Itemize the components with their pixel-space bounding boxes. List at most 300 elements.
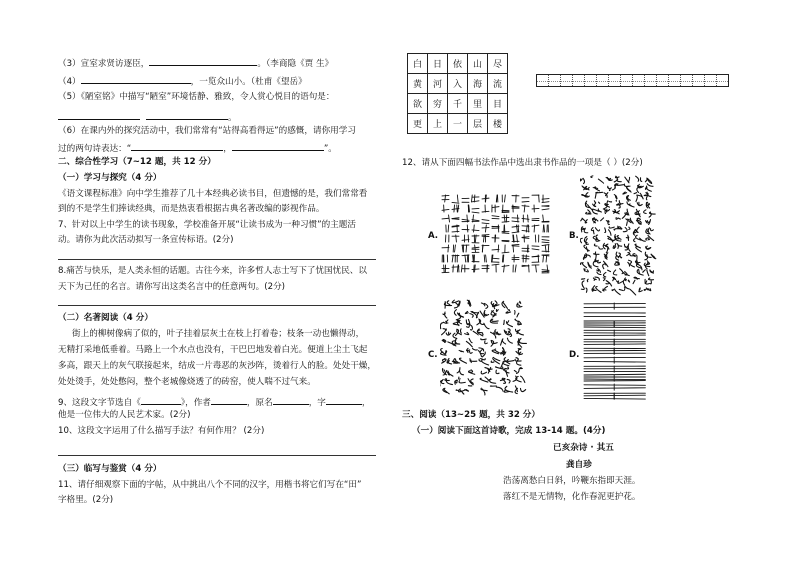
calligraphy-stroke (584, 374, 645, 375)
option-a-label[interactable]: A. (428, 231, 439, 241)
answer-blank[interactable] (326, 395, 362, 405)
calligraphy-stroke (647, 270, 649, 276)
calligraphy-stroke (492, 311, 495, 317)
calligraphy-stroke (645, 252, 651, 257)
calligraphy-stroke (473, 255, 474, 262)
calligraphy-stroke (472, 247, 479, 248)
answer-blank[interactable] (273, 395, 309, 405)
calligraphy-stroke (627, 186, 631, 192)
calligraphy-stroke (624, 244, 625, 247)
calligraphy-stroke (492, 216, 499, 217)
calligraphy-stroke (452, 202, 459, 203)
calligraphy-stroke (466, 245, 467, 252)
calligraphy-stroke (506, 367, 509, 369)
calligraphy-stroke (449, 215, 450, 222)
calligraphy-stroke (594, 201, 595, 203)
calligraphy-stroke (465, 332, 469, 334)
answer-line[interactable] (58, 305, 376, 306)
calligraphy-stroke (628, 177, 629, 182)
calligraphy-stroke (584, 228, 588, 233)
answer-line[interactable] (58, 455, 376, 456)
calligraphy-stroke (626, 222, 627, 226)
copybook-char: 层 (468, 114, 488, 134)
calligraphy-stroke (506, 312, 511, 313)
question-9-cont: 他是一位伟大的人民艺术家。(2分) (58, 410, 191, 420)
calligraphy-stroke (636, 255, 637, 261)
blank-5-prompt: （5）《陋室铭》中描写“陋室”环境恬静、雅致，令人赏心悦目的语句是： (58, 92, 335, 102)
poem-line-1: 浩荡离愁白日斜，吟鞭东指即天涯。 (503, 476, 641, 486)
calligraphy-stroke (595, 193, 596, 199)
calligraphy-stroke (543, 215, 544, 222)
section-3-title: 三、阅读（13~25 题，共 32 分） (402, 410, 540, 420)
calligraphy-stroke (455, 245, 456, 252)
calligraphy-stroke (491, 341, 497, 344)
calligraphy-stroke (442, 218, 449, 219)
question-10: 10、这段文字运用了什么描写手法？有何作用？ (2分) (58, 426, 265, 436)
calligraphy-stroke (629, 227, 630, 229)
copybook-char: 白 (408, 54, 428, 74)
calligraphy-stroke (482, 220, 489, 221)
calligraphy-stroke (644, 195, 646, 196)
calligraphy-stroke (507, 379, 510, 383)
calligraphy-stroke (583, 178, 584, 183)
calligraphy-stroke (485, 225, 486, 232)
calligraphy-stroke (513, 245, 514, 252)
calligraphy-stroke (644, 210, 647, 214)
calligraphy-stroke (646, 193, 648, 194)
subsection-3-title: （三）临写与鉴赏（4 分） (58, 464, 162, 474)
calligraphy-stroke (630, 264, 635, 267)
calligraphy-stroke (542, 209, 549, 210)
answer-blank[interactable] (131, 141, 223, 151)
copybook-char: 穷 (428, 94, 448, 114)
poem-author: 龚自珍 (566, 460, 592, 470)
calligraphy-stroke (465, 255, 466, 262)
calligraphy-stroke (506, 371, 507, 377)
calligraphy-stroke (502, 266, 509, 267)
calligraphy-stroke (485, 377, 488, 379)
calligraphy-stroke (584, 321, 645, 327)
subsection-2-title: （二）名著阅读（4 分） (58, 313, 153, 323)
calligraphy-stroke (516, 358, 518, 360)
calligraphy-stroke (491, 361, 494, 362)
calligraphy-stroke (519, 321, 522, 324)
calligraphy-stroke (446, 379, 452, 385)
calligraphy-stroke (636, 196, 637, 202)
calligraphy-stroke (544, 225, 545, 232)
calligraphy-stroke (489, 369, 493, 371)
calligraphy-stroke (481, 388, 487, 390)
calligraphy-stroke (522, 237, 529, 238)
calligraphy-stroke (595, 228, 599, 231)
copybook-char: 尽 (488, 54, 508, 74)
calligraphy-stroke (603, 289, 604, 291)
calligraphy-stroke (475, 245, 476, 252)
calligraphy-stroke (606, 247, 607, 252)
calligraphy-stroke (595, 256, 596, 260)
calligraphy-stroke (458, 205, 459, 212)
calligraphy-stroke (515, 265, 516, 272)
calligraphy-stroke (482, 211, 489, 212)
calligraphy-stroke (484, 323, 489, 328)
calligraphy-stroke (492, 258, 499, 259)
calligraphy-stroke (618, 245, 622, 246)
copybook-char: 更 (408, 114, 428, 134)
calligraphy-stroke (596, 192, 603, 193)
calligraphy-stroke (462, 240, 469, 241)
calligraphy-stroke (630, 218, 631, 222)
calligraphy-stroke (522, 206, 529, 207)
question-8-cont: 天下为己任的名言。请你写出这类名言中的任意两句。(2分) (58, 282, 286, 292)
calligraphy-stroke (472, 312, 479, 313)
reading-line: 多高，跟天上的灰气联接起来，结成一片毒恶的灰沙阵，烫着行人的脸。处处干燥， (58, 361, 376, 371)
calligraphy-stroke (647, 261, 648, 265)
copybook-char: 黄 (408, 74, 428, 94)
calligraphy-stroke (625, 286, 629, 289)
calligraphy-stroke (599, 202, 600, 203)
calligraphy-stroke (612, 187, 615, 190)
copybook-char: 目 (488, 94, 508, 114)
calligraphy-stroke (580, 238, 582, 243)
calligraphy-stroke (512, 232, 519, 233)
calligraphy-stroke (528, 215, 529, 222)
calligraphy-stroke (492, 264, 499, 265)
option-c-label[interactable]: C. (428, 350, 438, 360)
calligraphy-stroke (474, 265, 475, 272)
calligraphy-stroke (475, 265, 476, 272)
calligraphy-stroke (456, 343, 460, 344)
calligraphy-stroke (628, 280, 630, 282)
calligraphy-stroke (598, 261, 601, 263)
copybook-char: 山 (468, 54, 488, 74)
calligraphy-stroke (542, 240, 549, 241)
calligraphy-stroke (472, 230, 479, 231)
question-11: 11、请仔细观察下面的字帖，从中挑出八个不同的汉字，用楷书将它们写在“田” (58, 480, 362, 490)
calligraphy-stroke (646, 221, 647, 222)
calligraphy-stroke (515, 319, 518, 321)
calligraphy-stroke (607, 201, 608, 205)
calligraphy-stroke (522, 230, 529, 231)
calligraphy-stroke (594, 254, 599, 255)
calligraphy-stroke (608, 186, 612, 188)
answer-blank[interactable] (146, 110, 228, 120)
calligraphy-stroke (514, 370, 516, 372)
answer-blank[interactable] (81, 74, 191, 84)
calligraphy-stroke (650, 281, 651, 284)
calligraphy-stroke (501, 340, 503, 345)
copybook-char: 千 (448, 94, 468, 114)
calligraphy-stroke (542, 245, 549, 246)
calligraphy-stroke (543, 255, 544, 262)
copybook-char: 河 (428, 74, 448, 94)
answer-blank[interactable] (58, 110, 140, 120)
calligraphy-stroke (605, 286, 608, 290)
calligraphy-stroke (582, 263, 586, 268)
calligraphy-stroke (584, 361, 645, 362)
calligraphy-stroke (587, 279, 588, 281)
calligraphy-stroke (517, 313, 519, 317)
calligraphy-stroke (445, 312, 447, 318)
calligraphy-stroke (467, 255, 468, 262)
passage-line: 到的不是学生们捧读经典，而是热衷看根据古典名著改编的影视作品。 (58, 204, 325, 214)
calligraphy-stroke (609, 227, 614, 228)
calligraphy-stroke (472, 208, 479, 209)
calligraphy-stroke (608, 270, 611, 271)
calligraphy-stroke (457, 195, 458, 202)
copybook-char: 欲 (408, 94, 428, 114)
calligraphy-stroke (638, 218, 640, 219)
calligraphy-stroke (620, 269, 623, 274)
calligraphy-stroke (522, 238, 529, 239)
calligraphy-stroke (457, 265, 458, 272)
calligraphy-stroke (472, 201, 479, 202)
blank-6-prompt: （6）在课内外的探究活动中，我们常常有“站得高看得远”的感慨，请你用学习 (58, 126, 356, 136)
calligraphy-stroke (483, 333, 484, 334)
calligraphy-stroke (581, 219, 583, 221)
calligraphy-stroke (472, 269, 479, 270)
calligraphy-stroke (532, 218, 539, 219)
blank-5: 。 (58, 110, 237, 124)
calligraphy-stroke (584, 303, 645, 309)
calligraphy-stroke (651, 229, 654, 231)
calligraphy-stroke (481, 339, 486, 340)
calligraphy-stroke (584, 327, 645, 328)
calligraphy-d-image (580, 300, 665, 405)
calligraphy-stroke (454, 303, 458, 308)
copybook-char: 一 (448, 114, 468, 134)
calligraphy-stroke (596, 287, 601, 293)
subsection-1-title: （一）学习与探究（4 分） (58, 173, 162, 183)
calligraphy-stroke (591, 227, 593, 230)
calligraphy-stroke (646, 195, 647, 199)
calligraphy-stroke (617, 179, 621, 181)
answer-blank[interactable] (149, 56, 257, 66)
answer-blank[interactable] (232, 141, 324, 151)
calligraphy-stroke (507, 338, 512, 343)
calligraphy-stroke (482, 223, 489, 224)
calligraphy-stroke (467, 225, 468, 232)
option-b-label[interactable]: B. (569, 231, 579, 241)
calligraphy-stroke (636, 261, 640, 262)
calligraphy-stroke (584, 384, 645, 390)
calligraphy-stroke (623, 227, 627, 231)
calligraphy-stroke (485, 341, 488, 344)
calligraphy-stroke (623, 192, 627, 194)
calligraphy-stroke (584, 388, 645, 389)
calligraphy-stroke (465, 390, 469, 392)
calligraphy-stroke (598, 179, 603, 183)
calligraphy-b-image (580, 173, 660, 298)
blank-6: 过的两句诗表达：“ ， ”。 (58, 141, 337, 155)
poem-title: 已亥杂诗 · 其五 (553, 443, 614, 453)
copybook-char: 依 (448, 54, 468, 74)
calligraphy-stroke (634, 230, 636, 233)
calligraphy-stroke (628, 262, 630, 266)
calligraphy-stroke (470, 314, 473, 318)
calligraphy-stroke (633, 280, 635, 283)
calligraphy-stroke (616, 218, 618, 220)
calligraphy-stroke (460, 371, 464, 375)
calligraphy-stroke (491, 255, 492, 262)
calligraphy-stroke (546, 255, 547, 262)
calligraphy-stroke (442, 209, 449, 210)
calligraphy-stroke (622, 213, 625, 218)
calligraphy-stroke (522, 201, 529, 202)
calligraphy-stroke (454, 205, 455, 212)
calligraphy-stroke (648, 237, 650, 239)
calligraphy-stroke (648, 278, 653, 280)
question-12: 12、请从下面四幅书法作品中选出隶书作品的一项是（ ）(2分) (402, 158, 643, 168)
calligraphy-stroke (459, 377, 461, 379)
blank-4: （4） ，一览众山小。（杜甫《望岳》 (58, 74, 307, 88)
calligraphy-stroke (603, 272, 605, 277)
calligraphy-stroke (469, 338, 472, 342)
section-2-title: 二、综合性学习（7~12 题，共 12 分） (58, 157, 216, 167)
calligraphy-stroke (508, 310, 510, 311)
calligraphy-stroke (471, 329, 473, 330)
calligraphy-stroke (539, 195, 540, 202)
calligraphy-stroke (580, 179, 582, 181)
calligraphy-stroke (482, 352, 485, 357)
answer-blank[interactable] (141, 395, 181, 405)
calligraphy-stroke (479, 321, 484, 325)
calligraphy-stroke (626, 237, 628, 238)
calligraphy-stroke (594, 244, 597, 246)
calligraphy-stroke (617, 211, 619, 212)
calligraphy-stroke (586, 288, 587, 292)
calligraphy-stroke (454, 310, 456, 316)
calligraphy-stroke (460, 329, 461, 333)
calligraphy-stroke (502, 222, 509, 223)
calligraphy-stroke (467, 348, 470, 350)
calligraphy-stroke (647, 184, 653, 187)
calligraphy-stroke (627, 253, 630, 256)
calligraphy-stroke (503, 367, 505, 370)
reading-1-title: （一）阅读下面这首诗歌，完成 13-14 题。(4分) (412, 426, 606, 436)
calligraphy-stroke (507, 360, 514, 362)
calligraphy-stroke (613, 270, 616, 275)
calligraphy-stroke (646, 246, 650, 249)
calligraphy-stroke (465, 311, 468, 313)
calligraphy-stroke (594, 279, 595, 280)
calligraphy-stroke (472, 212, 479, 213)
calligraphy-stroke (588, 210, 591, 213)
calligraphy-stroke (634, 239, 635, 242)
answer-blank[interactable] (211, 395, 247, 405)
question-7: 7、针对以上中学生的读书现象，学校准备开展“让读书成为一种习惯”的主题活 (58, 220, 356, 230)
calligraphy-stroke (467, 215, 468, 222)
calligraphy-stroke (496, 310, 498, 312)
calligraphy-stroke (447, 301, 450, 305)
calligraphy-stroke (502, 339, 505, 344)
answer-line[interactable] (58, 259, 376, 260)
calligraphy-a-image (440, 192, 553, 277)
question-7-cont: 动。请你为此次活动拟写一条宣传标语。(2分) (58, 235, 234, 245)
reading-line: 处处烫手，处处憋闷，整个老城像烧透了的砖窑，使人喘不过气来。 (58, 377, 316, 387)
copybook-char: 入 (448, 74, 468, 94)
calligraphy-stroke (519, 338, 526, 343)
question-11-cont: 字格里。(2分) (58, 495, 114, 505)
calligraphy-stroke (459, 381, 465, 383)
calligraphy-stroke (548, 245, 549, 252)
copybook-char: 里 (468, 94, 488, 114)
option-d-label[interactable]: D. (569, 350, 580, 360)
calligraphy-stroke (485, 368, 489, 370)
calligraphy-stroke (603, 264, 605, 269)
calligraphy-stroke (636, 235, 642, 240)
calligraphy-stroke (440, 323, 443, 329)
calligraphy-stroke (442, 329, 446, 335)
calligraphy-stroke (520, 301, 521, 303)
calligraphy-stroke (581, 279, 584, 280)
calligraphy-stroke (481, 371, 486, 374)
calligraphy-stroke (532, 225, 539, 226)
calligraphy-stroke (646, 238, 647, 240)
calligraphy-stroke (584, 321, 645, 327)
calligraphy-stroke (504, 320, 505, 324)
calligraphy-stroke (517, 360, 521, 366)
calligraphy-stroke (449, 332, 450, 334)
calligraphy-stroke (462, 219, 469, 220)
calligraphy-stroke (495, 359, 500, 361)
calligraphy-stroke (448, 225, 449, 232)
calligraphy-stroke (490, 379, 496, 384)
calligraphy-stroke (603, 243, 605, 249)
copybook-char: 流 (488, 74, 508, 94)
calligraphy-stroke (509, 331, 512, 336)
calligraphy-stroke (617, 184, 624, 186)
calligraphy-stroke (474, 225, 475, 232)
calligraphy-stroke (644, 289, 646, 290)
calligraphy-stroke (441, 349, 446, 355)
calligraphy-stroke (585, 237, 587, 238)
copybook-grid (407, 53, 508, 134)
copybook-char: 楼 (488, 114, 508, 134)
copybook-char: 海 (468, 74, 488, 94)
calligraphy-stroke (597, 269, 599, 271)
copybook-char: 上 (428, 114, 448, 134)
calligraphy-stroke (486, 255, 487, 262)
calligraphy-stroke (586, 270, 589, 272)
calligraphy-stroke (520, 388, 525, 391)
question-9: 9、这段文字节选自《 》，作者 ，原名 ，字 ， (58, 395, 371, 409)
passage-line: 《语文课程标准》向中学生推荐了几十本经典必读书目，但遗憾的是，我们常常看 (58, 189, 368, 199)
calligraphy-stroke (643, 270, 646, 272)
calligraphy-stroke (608, 230, 611, 236)
calligraphy-stroke (513, 376, 517, 381)
calligraphy-stroke (502, 252, 509, 253)
calligraphy-stroke (491, 332, 496, 338)
calligraphy-stroke (542, 242, 549, 243)
calligraphy-stroke (634, 193, 637, 194)
calligraphy-stroke (599, 247, 603, 249)
calligraphy-stroke (504, 215, 505, 222)
calligraphy-stroke (639, 184, 642, 186)
calligraphy-stroke (628, 246, 630, 252)
calligraphy-stroke (603, 278, 605, 281)
calligraphy-stroke (502, 233, 509, 234)
calligraphy-stroke (542, 199, 549, 200)
calligraphy-stroke (472, 349, 477, 351)
calligraphy-stroke (640, 178, 641, 182)
blank-3: （3）宣室求贤访逐臣， 。（李商隐《贾 生》 (58, 56, 333, 70)
calligraphy-stroke (536, 265, 537, 272)
copybook-char: 日 (428, 54, 448, 74)
calligraphy-stroke (459, 358, 466, 363)
calligraphy-stroke (646, 281, 649, 284)
calligraphy-stroke (532, 249, 539, 250)
tian-grid[interactable] (536, 74, 729, 87)
